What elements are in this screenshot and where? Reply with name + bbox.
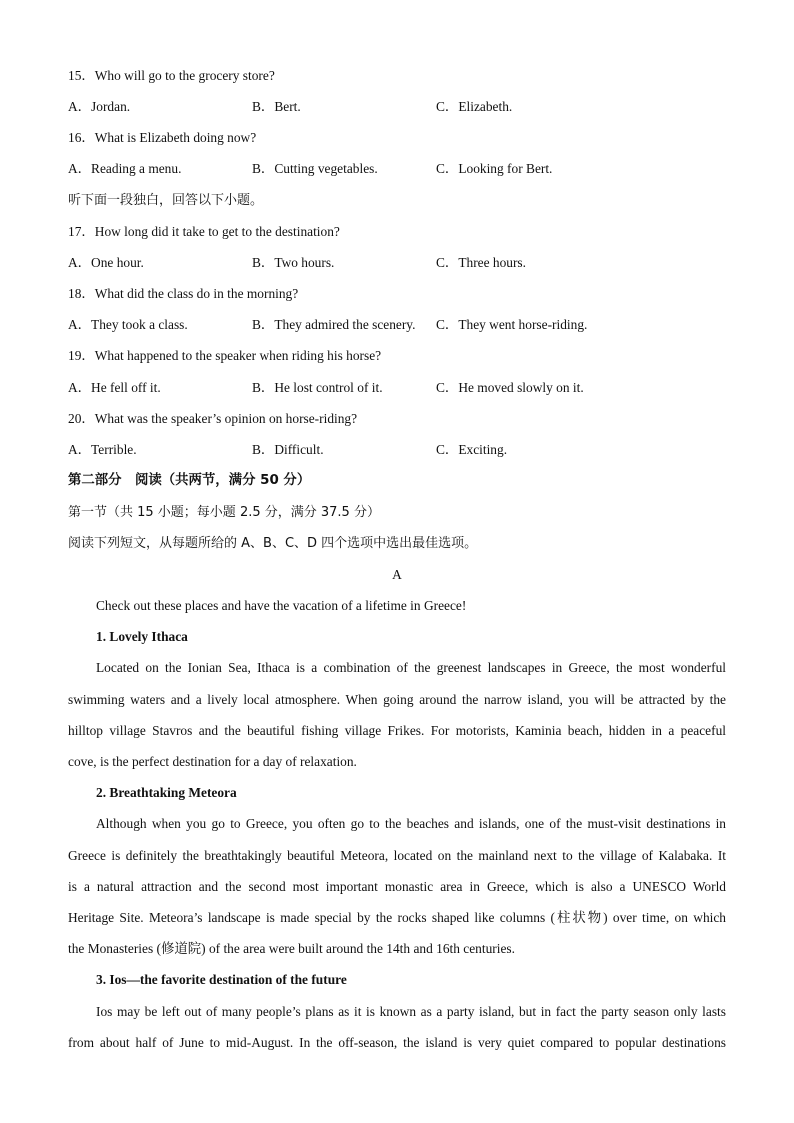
question-16-option-b: B．Cutting vegetables. <box>252 161 378 176</box>
paragraph-meteora-line: the Monasteries (修道院) of the area were built around the 14th and 16th centuries. <box>68 941 515 956</box>
question-17-option-a: A．One hour. <box>68 255 144 270</box>
question-20-option-b: B．Difficult. <box>252 442 324 457</box>
reading-instruction: 阅读下列短文，从每题所给的 A、B、C、D 四个选项中选出最佳选项。 <box>68 536 478 551</box>
paragraph-meteora-line: is a natural attraction and the second most important monastic area in Greece, which is also a UNESCO World <box>68 879 726 894</box>
question-19-stem: 19．What happened to the speaker when riding his horse? <box>68 348 382 363</box>
question-20-option-a: A．Terrible. <box>68 442 137 457</box>
paragraph-meteora-line: Heritage Site. Meteora’s landscape is made special by the rocks shaped like columns (柱状物) over time, on which <box>68 910 726 925</box>
question-15-option-b: B．Bert. <box>252 99 301 114</box>
passage-intro: Check out these places and have the vacation of a lifetime in Greece! <box>96 598 467 613</box>
question-19-option-b: B．He lost control of it. <box>252 380 383 395</box>
paragraph-ithaca-line: hilltop village Stavros and the beautiful fishing village Frikes. For motorists, Kaminia beach, hidden in a peaceful <box>68 723 726 738</box>
question-17-option-c: C．Three hours. <box>436 255 526 270</box>
question-20-stem: 20．What was the speaker’s opinion on horse-riding? <box>68 411 358 426</box>
question-18-option-b: B．They admired the scenery. <box>252 317 416 332</box>
question-16-option-a: A．Reading a menu. <box>68 161 182 176</box>
question-15-option-c: C．Elizabeth. <box>436 99 513 114</box>
question-20-option-c: C．Exciting. <box>436 442 508 457</box>
passage-letter: A <box>392 567 402 582</box>
paragraph-ios-line: from about half of June to mid-August. In the off-season, the island is very quiet compared to popular destinations <box>68 1035 726 1050</box>
section-title-meteora: 2. Breathtaking Meteora <box>96 785 237 800</box>
section-title-ithaca: 1. Lovely Ithaca <box>96 629 188 644</box>
paragraph-meteora-line: Greece is definitely the breathtakingly beautiful Meteora, located on the mainland next to the village of Kalabaka. It <box>68 848 726 863</box>
question-17-stem: 17．How long did it take to get to the destination? <box>68 224 340 239</box>
monologue-instruction: 听下面一段独白，回答以下小题。 <box>68 193 264 208</box>
question-19-option-c: C．He moved slowly on it. <box>436 380 584 395</box>
question-15-option-a: A．Jordan. <box>68 99 131 114</box>
question-18-option-a: A．They took a class. <box>68 317 188 332</box>
paragraph-meteora-line: Although when you go to Greece, you often go to the beaches and islands, one of the must-visit destinations in <box>96 816 726 831</box>
question-16-stem: 16．What is Elizabeth doing now? <box>68 130 257 145</box>
question-17-option-b: B．Two hours. <box>252 255 335 270</box>
paragraph-ithaca-line: swimming waters and a lively local atmosphere. When going around the narrow island, you will be attracted by the <box>68 692 726 707</box>
paragraph-ithaca-line: cove, is the perfect destination for a day of relaxation. <box>68 754 357 769</box>
question-19-option-a: A．He fell off it. <box>68 380 161 395</box>
part-2-heading: 第二部分 阅读（共两节，满分 50 分） <box>68 473 311 488</box>
question-18-stem: 18．What did the class do in the morning? <box>68 286 299 301</box>
section-1-info: 第一节（共 15 小题；每小题 2.5 分，满分 37.5 分） <box>68 505 380 520</box>
section-title-ios: 3. Ios—the favorite destination of the future <box>96 972 347 987</box>
question-18-option-c: C．They went horse-riding. <box>436 317 588 332</box>
question-15-stem: 15．Who will go to the grocery store? <box>68 68 275 83</box>
paragraph-ios-line: Ios may be left out of many people’s plans as it is known as a party island, but in fact the party season only lasts <box>96 1004 726 1019</box>
paragraph-ithaca-line: Located on the Ionian Sea, Ithaca is a combination of the greenest landscapes in Greece, the most wonderful <box>96 660 726 675</box>
question-16-option-c: C．Looking for Bert. <box>436 161 553 176</box>
